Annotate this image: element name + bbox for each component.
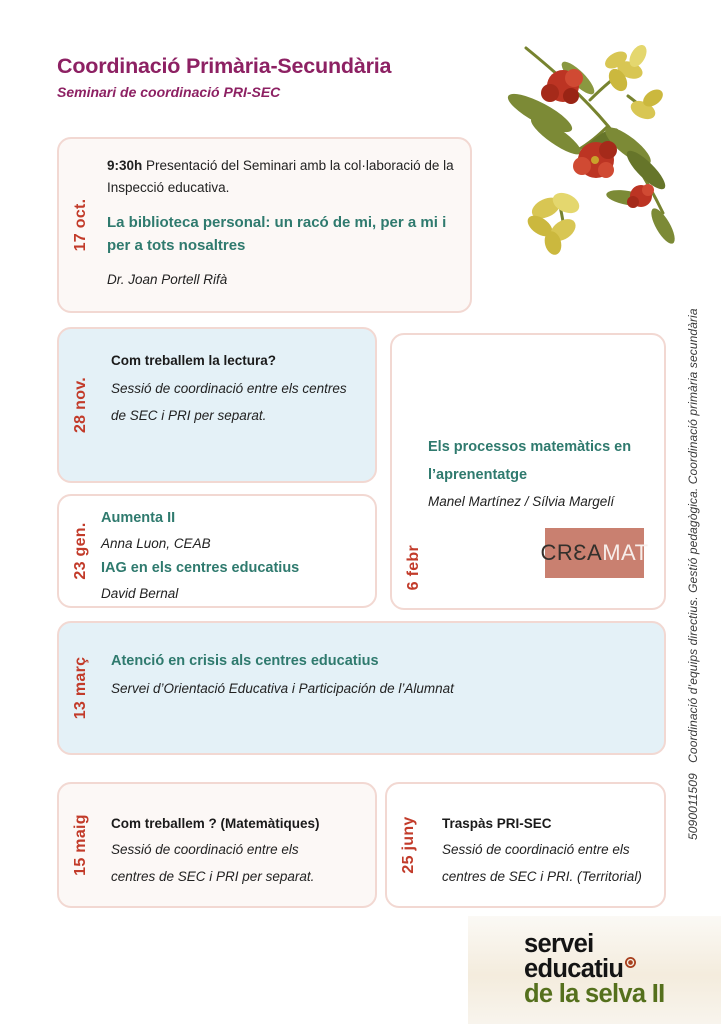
creamat-logo-text-dark: CRƐA [540, 540, 603, 565]
event-card-23-gen [57, 494, 377, 608]
side-caption: 5090011509 Coordinació d’equips directius. Gestió pedagògica. Coordinació primària secundària [686, 308, 700, 840]
event-card-15-maig [57, 782, 377, 908]
creamat-logo [540, 528, 649, 578]
event-description: Sessió de coordinació entre els centres de SEC i PRI per separat. [111, 381, 347, 423]
event-title: Atenció en crisis als centres educatius [111, 653, 379, 669]
event-date: 28 nov. [72, 376, 89, 434]
event-speaker: David Bernal [101, 586, 179, 601]
event-description: Servei d’Orientació Educativa i Participación de l’Alumnat [111, 681, 454, 696]
event-description: Sessió de coordinació entre els centres de SEC i PRI. (Territorial) [442, 842, 642, 884]
event-description: Sessió de coordinació entre els centres de SEC i PRI per separat. [111, 842, 315, 884]
logo-line-de-la-selva: de la selva II [524, 980, 665, 1008]
event-intro-text: Presentació del Seminari amb la col·laboració de la Inspecció educativa. [107, 158, 454, 195]
event-title: Els processos matemàtics en l’aprenentatge [428, 439, 632, 484]
logo-line-servei: servei [524, 930, 594, 958]
event-title: Com treballem la lectura? [111, 353, 277, 368]
event-title: La biblioteca personal: un racó de mi, per a mi i per a tots nosaltres [107, 214, 447, 255]
event-card-17-oct [57, 137, 472, 313]
event-title: IAG en els centres educatius [101, 560, 300, 576]
event-date: 23 gen. [72, 522, 89, 580]
event-date: 13 març [72, 656, 89, 720]
event-date: 6 febr [405, 544, 422, 590]
event-date: 25 juny [400, 816, 417, 874]
logo-line-educatiu [524, 957, 721, 982]
target-icon [625, 957, 636, 968]
event-title: Aumenta II [101, 510, 176, 526]
event-intro [107, 155, 459, 198]
creamat-logo-text-light: MAT [602, 540, 649, 565]
event-title: Com treballem ? (Matemàtiques) [111, 816, 320, 831]
event-date: 15 maig [72, 814, 89, 876]
logo-line-educatiu-text: educatiu [524, 955, 624, 983]
event-speaker: Manel Martínez / Sílvia Margelí [428, 493, 615, 509]
servei-educatiu-logo [468, 916, 721, 1024]
event-speaker: Anna Luon, CEAB [101, 536, 211, 551]
event-card-6-febr [390, 333, 666, 610]
event-card-13-marc [57, 621, 666, 755]
event-time: 9:30h [107, 158, 143, 173]
event-card-25-juny [385, 782, 666, 908]
page-title: Coordinació Primària-Secundària [57, 54, 392, 78]
event-speaker: Dr. Joan Portell Rifà [107, 271, 228, 287]
page-subtitle: Seminari de coordinació PRI-SEC [57, 84, 281, 100]
event-date: 17 oct. [72, 198, 89, 252]
flower-illustration [478, 18, 708, 298]
event-title: Traspàs PRI-SEC [442, 816, 552, 831]
event-card-28-nov [57, 327, 377, 483]
